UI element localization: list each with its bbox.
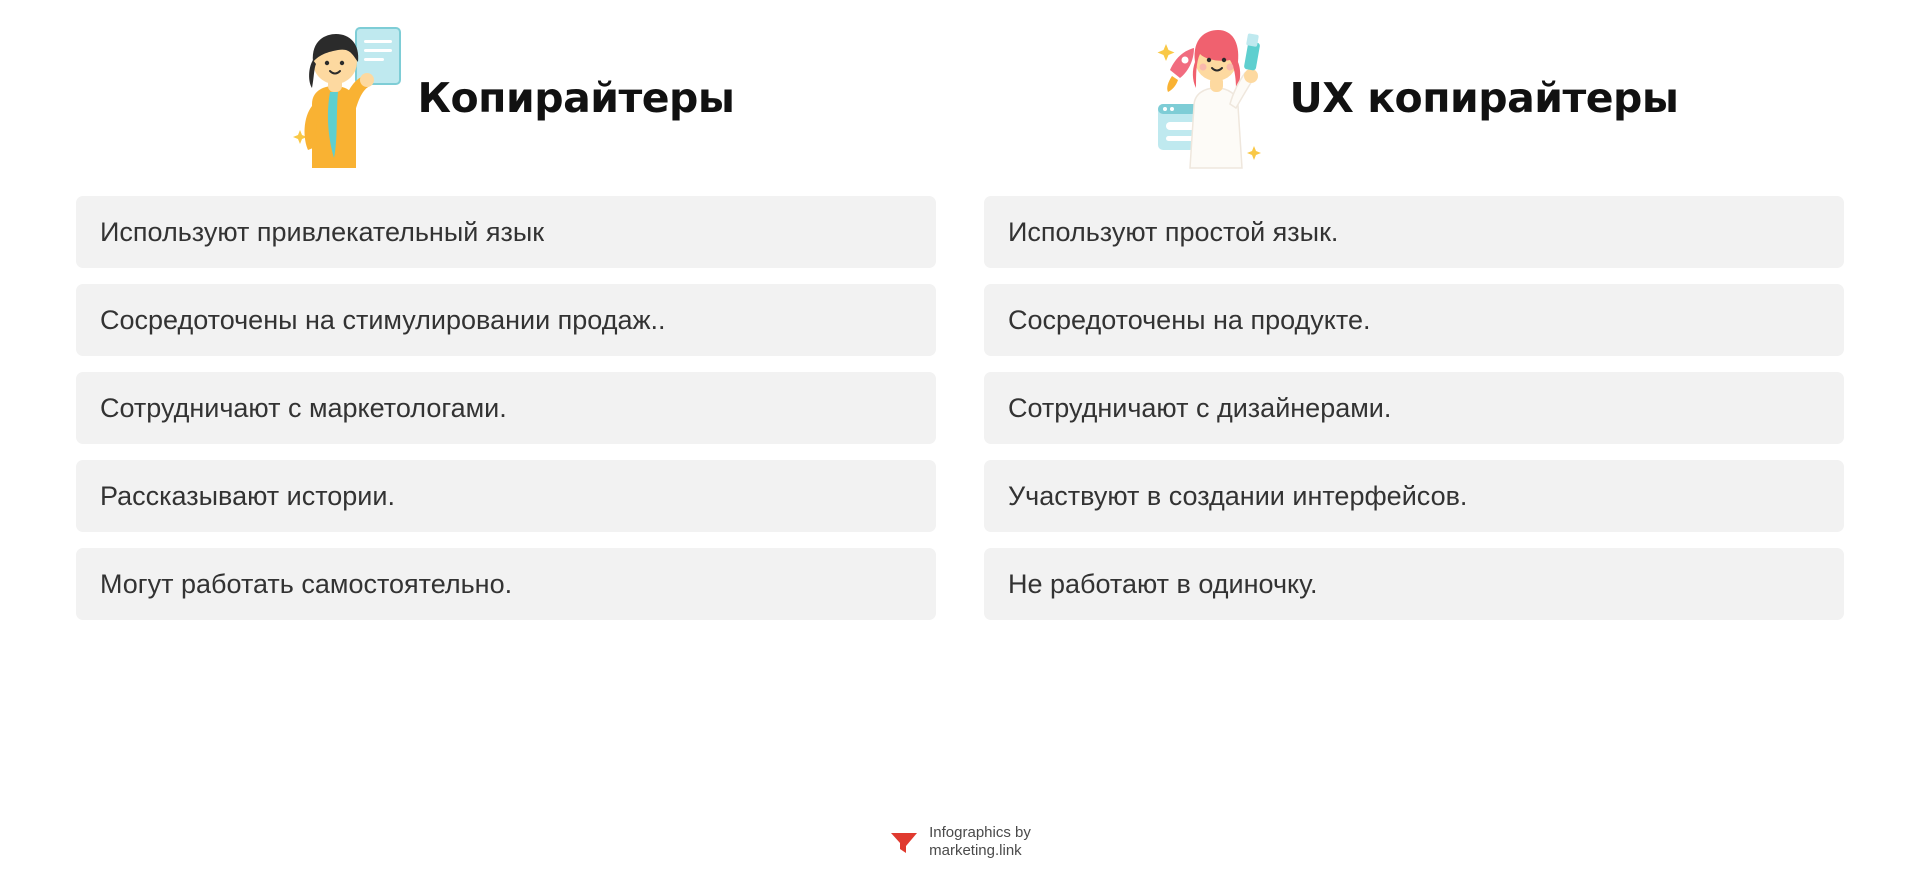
list-item-label: Используют привлекательный язык [100, 216, 545, 247]
footer-text [929, 824, 1031, 862]
list-item-label: Сосредоточены на продукте. [1008, 304, 1371, 335]
list-item-label: Сотрудничают с маркетологами. [100, 392, 507, 423]
list-item [76, 460, 936, 532]
list-item-label: Сосредоточены на стимулировании продаж.. [100, 304, 666, 335]
list-item [984, 372, 1844, 444]
column-title-right: UX копирайтеры [1289, 74, 1679, 122]
triangle-logo-icon [889, 829, 919, 855]
woman-with-browser-window-icon [1150, 18, 1280, 178]
list-item-label: Не работают в одиночку. [1008, 568, 1318, 599]
list-item-label: Участвуют в создании интерфейсов. [1008, 480, 1468, 511]
list-item-label: Используют простой язык. [1008, 216, 1339, 247]
list-item [76, 196, 936, 268]
list-item-label: Сотрудничают с дизайнерами. [1008, 392, 1392, 423]
list-item-label: Рассказывают истории. [100, 480, 395, 511]
column-header-left [76, 0, 936, 196]
column-title-left: Копирайтеры [417, 74, 735, 122]
footer-line-1: Infographics by [929, 823, 1031, 841]
list-item [984, 196, 1844, 268]
list-item [984, 284, 1844, 356]
footer-line-2: marketing.link [929, 842, 1022, 860]
footer-credit [0, 824, 1920, 862]
list-item-label: Могут работать самостоятельно. [100, 568, 513, 599]
list-item [76, 372, 936, 444]
column-copywriters [76, 0, 936, 636]
column-ux-copywriters [984, 0, 1844, 636]
woman-with-document-icon [278, 18, 408, 178]
list-item [76, 548, 936, 620]
column-header-right [984, 0, 1844, 196]
list-item [76, 284, 936, 356]
list-item [984, 460, 1844, 532]
list-item [984, 548, 1844, 620]
